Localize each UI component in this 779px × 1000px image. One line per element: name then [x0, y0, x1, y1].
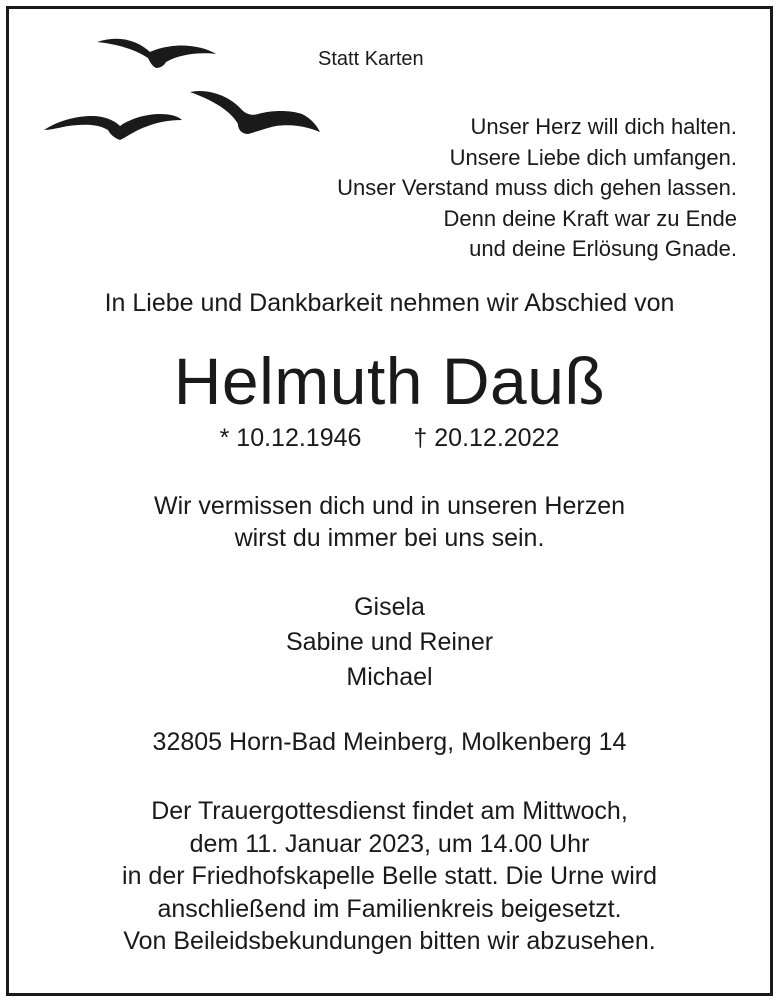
seagulls-icon — [40, 30, 330, 150]
poem-line: Unsere Liebe dich umfangen. — [449, 144, 737, 170]
poem-line: Unser Herz will dich halten. — [470, 114, 737, 139]
birth-date: * 10.12.1946 — [219, 424, 362, 452]
address: 32805 Horn-Bad Meinberg, Molkenberg 14 — [152, 728, 627, 756]
family-member: Gisela — [354, 593, 425, 621]
family-names — [0, 590, 779, 695]
poem — [337, 112, 737, 265]
poem-line: und deine Erlösung Gnade. — [469, 236, 737, 261]
service-line: Der Trauergottesdienst findet am Mittwoch, — [151, 797, 628, 825]
service-line: Von Beileidsbekundungen bitten wir abzusehen. — [123, 927, 656, 955]
deceased-name: Helmuth Dauß — [173, 344, 606, 418]
poem-line: Unser Verstand muss dich gehen lassen. — [337, 175, 737, 200]
service-details — [0, 795, 779, 958]
remembrance-message — [0, 490, 779, 554]
family-member: Sabine und Reiner — [285, 628, 494, 656]
service-line: anschließend im Familienkreis beigesetzt. — [157, 894, 622, 923]
death-date: † 20.12.2022 — [413, 424, 560, 452]
intro-text: In Liebe und Dankbarkeit nehmen wir Abschied von — [104, 289, 675, 317]
statt-karten-label: Statt Karten — [318, 48, 424, 70]
family-member: Michael — [346, 663, 433, 691]
poem-line: Denn deine Kraft war zu Ende — [443, 205, 737, 231]
service-line: in der Friedhofskapelle Belle statt. Die Urne wird — [122, 862, 657, 890]
service-line: dem 11. Januar 2023, um 14.00 Uhr — [189, 829, 590, 858]
message-line: wirst du immer bei uns sein. — [234, 524, 545, 552]
life-dates — [0, 424, 779, 453]
message-line: Wir vermissen dich und in unseren Herzen — [153, 492, 626, 520]
